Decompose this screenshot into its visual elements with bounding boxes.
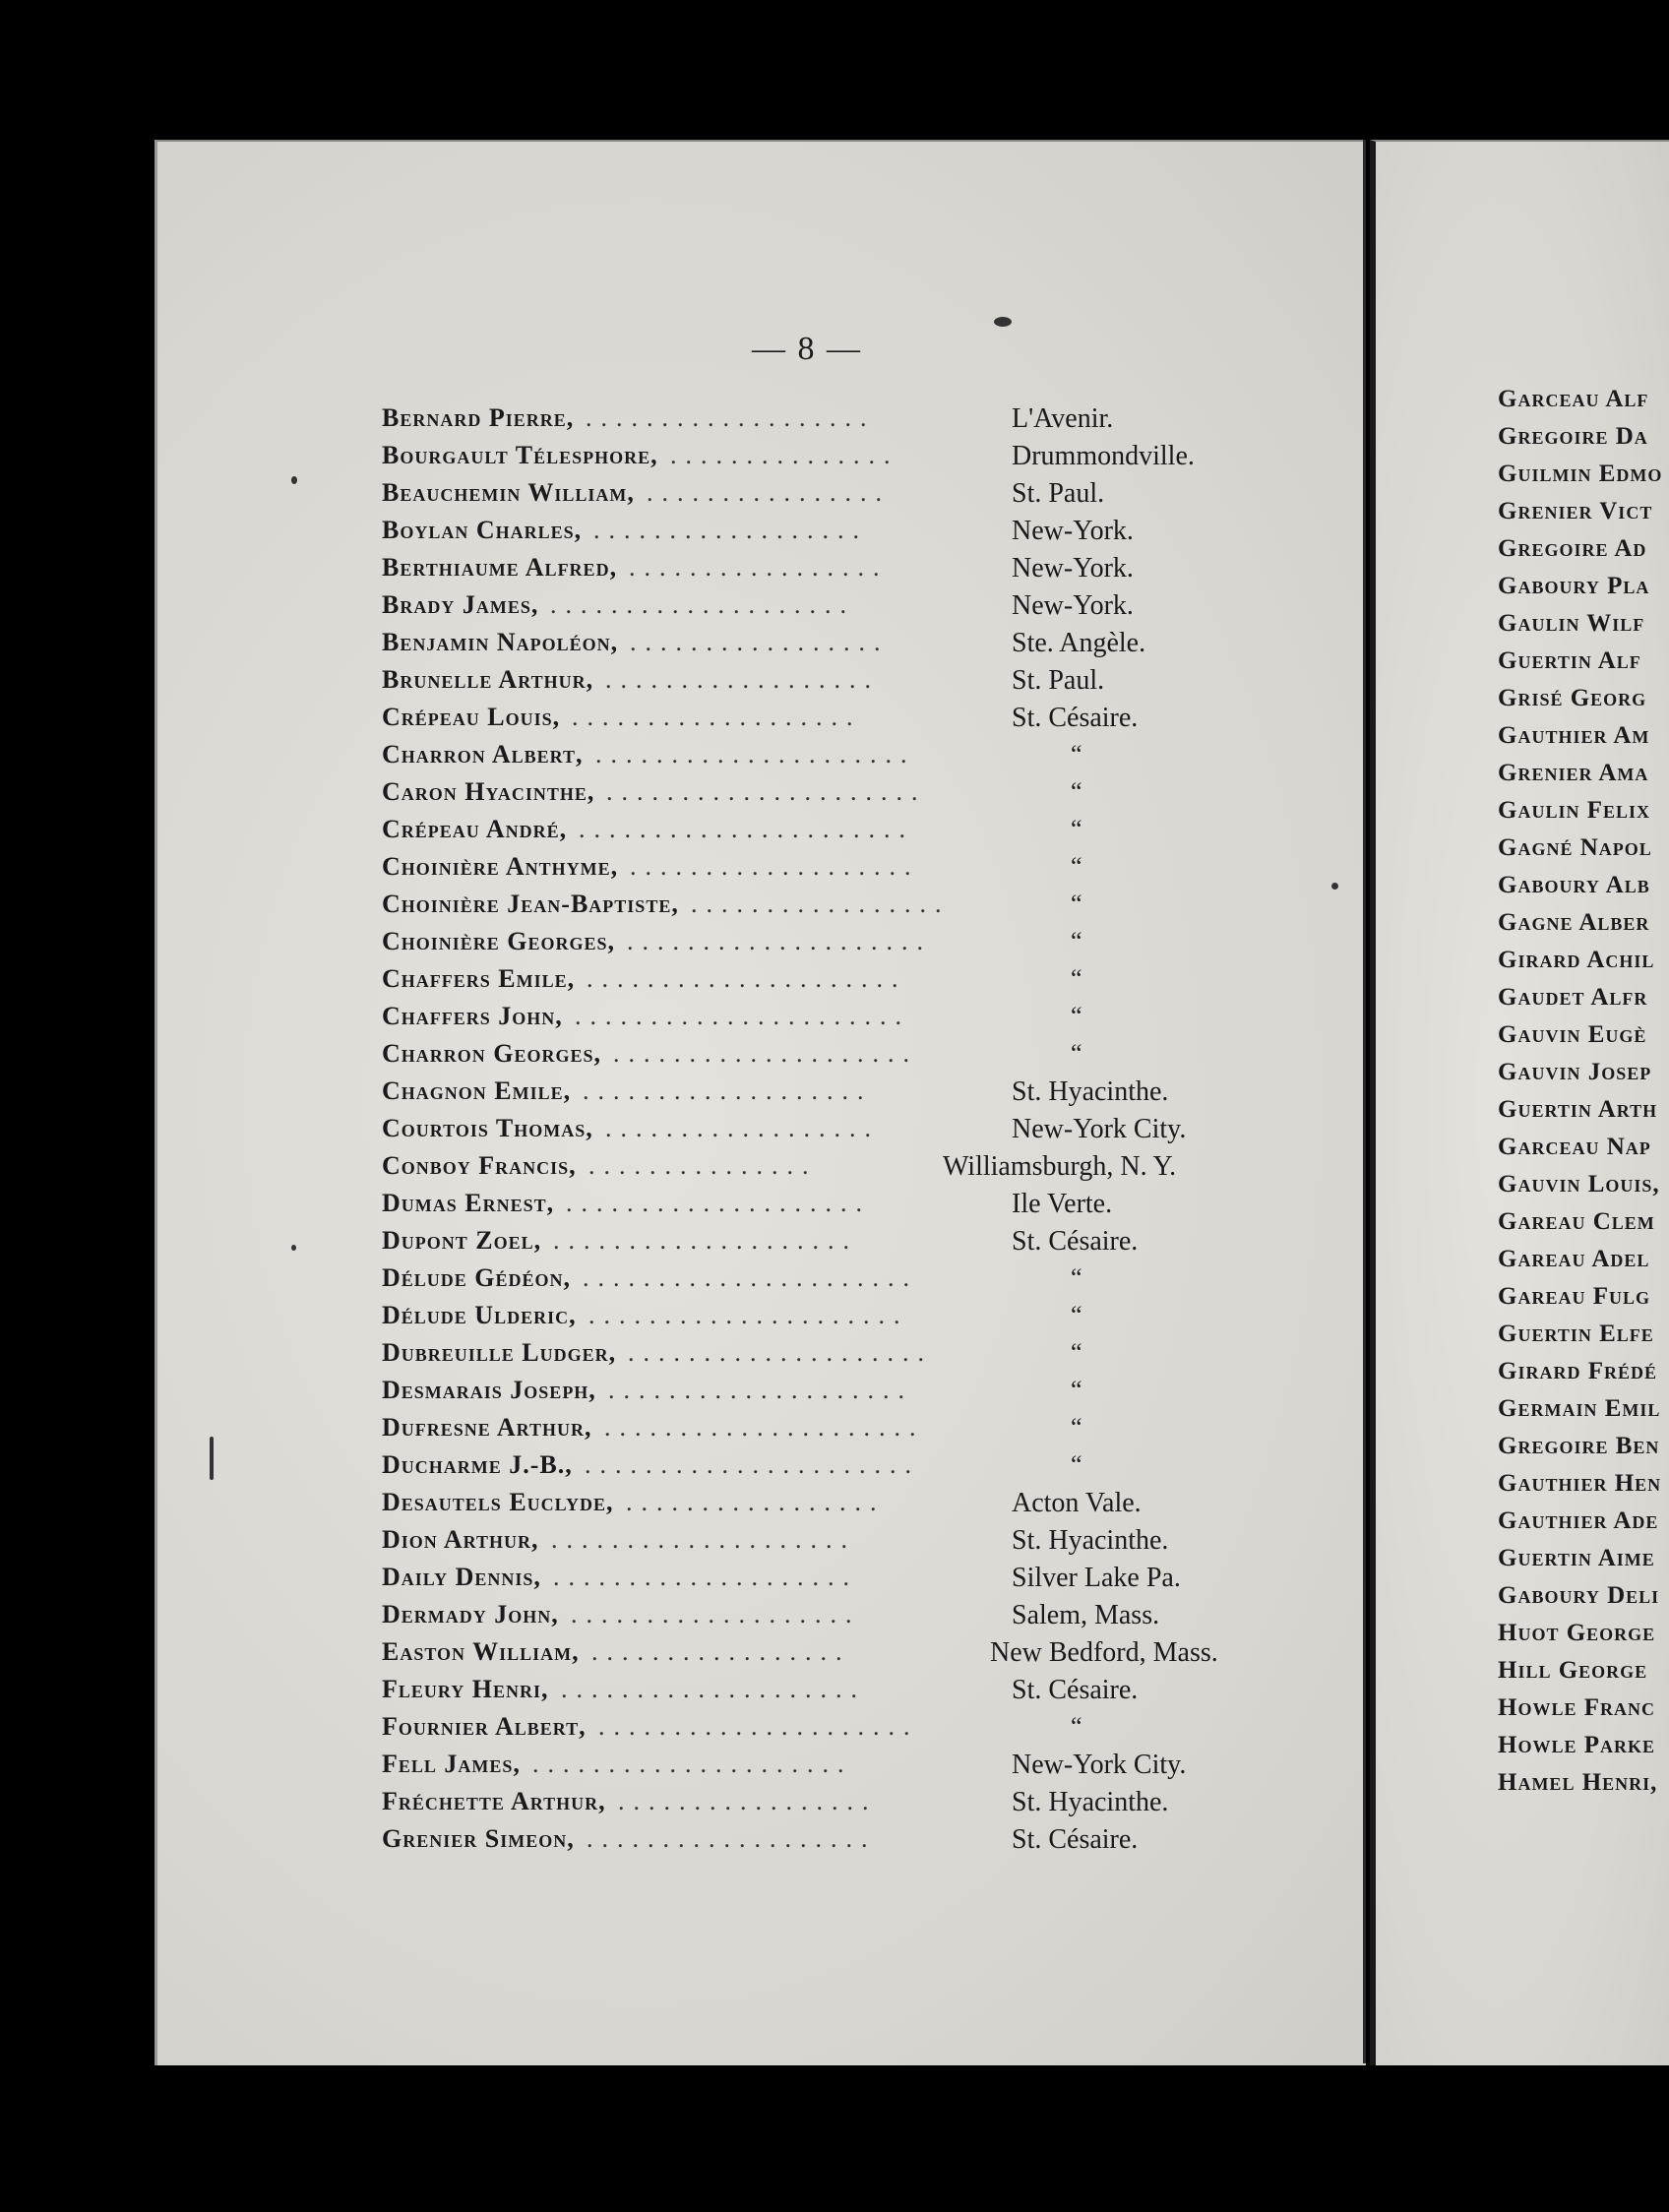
dot-leader: ..................... (587, 964, 907, 993)
dot-leader: ..................... (604, 1413, 925, 1442)
entry-name: Grenier Simeon, (382, 1824, 575, 1853)
list-item (382, 777, 1267, 815)
entry-name: Choinière Georges, (382, 927, 616, 955)
list-item: Howle Franc (1498, 1694, 1655, 1721)
entry-name: Délude Ulderic, (382, 1301, 577, 1329)
entry-place-ditto: “ (1071, 1413, 1082, 1442)
dot-leader: ................ (647, 478, 891, 507)
list-item (382, 703, 1267, 740)
dot-leader: ...................... (575, 1002, 910, 1030)
list-item: Gaulin Felix (1498, 797, 1650, 824)
dot-leader: ..................... (598, 1712, 919, 1741)
entry-name: Fell James, (382, 1750, 521, 1778)
entry-place-ditto: “ (1071, 852, 1082, 881)
list-item: Girard Achil (1498, 947, 1655, 973)
list-item: Grenier Vict (1498, 498, 1653, 524)
entry-name: Charron Albert, (382, 740, 584, 768)
entry-place: Salem, Mass. (1012, 1600, 1160, 1630)
list-item: Gauvin Josep (1498, 1059, 1652, 1085)
entry-place: St. Césaire. (1012, 703, 1139, 733)
list-item: Gauthier Ade (1498, 1507, 1659, 1534)
entry-place: New-York. (1012, 516, 1134, 546)
entry-place: Silver Lake Pa. (1012, 1563, 1181, 1593)
list-item: Gauthier Hen (1498, 1470, 1662, 1497)
entry-name: Dion Arthur, (382, 1525, 539, 1554)
list-item: Gareau Fulg (1498, 1283, 1650, 1310)
entry-name: Fréchette Arthur, (382, 1787, 606, 1815)
list-item: Gauvin Eugè (1498, 1021, 1647, 1048)
dot-leader: .................... (551, 1525, 856, 1554)
dot-leader: ..................... (532, 1750, 853, 1778)
list-item: Garceau Nap (1498, 1134, 1651, 1160)
entry-place-ditto: “ (1071, 1263, 1082, 1292)
entry-name: Daily Dennis, (382, 1563, 541, 1591)
list-item: Guertin Aime (1498, 1545, 1655, 1571)
list-item: Guertin Alf (1498, 647, 1641, 674)
entry-place: Williamsburgh, N. Y. (943, 1151, 1177, 1182)
list-item (382, 1301, 1267, 1338)
list-item (382, 1114, 1267, 1151)
entry-place: St. Césaire. (1012, 1675, 1139, 1705)
entry-name: Dubreuille Ludger, (382, 1338, 617, 1367)
list-item (382, 1675, 1267, 1712)
entry-name: Boylan Charles, (382, 516, 583, 544)
dot-leader: .................... (608, 1376, 913, 1404)
entry-place: Ile Verte. (1012, 1189, 1113, 1219)
entry-name: Fournier Albert, (382, 1712, 587, 1741)
entry-name: Chaffers John, (382, 1002, 563, 1030)
entry-place: Ste. Angèle. (1012, 628, 1146, 658)
entry-place-ditto: “ (1071, 740, 1082, 768)
list-item: Guertin Arth (1498, 1096, 1658, 1123)
entry-name: Fleury Henri, (382, 1675, 549, 1703)
entry-place: New-York. (1012, 590, 1134, 621)
dot-leader: ...................... (585, 1450, 920, 1479)
dot-leader: .................. (593, 516, 868, 544)
dot-leader: ...................... (579, 815, 914, 843)
entry-name: Caron Hyacinthe, (382, 777, 595, 806)
entry-place: St. Hyacinthe. (1012, 1525, 1169, 1556)
list-item (382, 1712, 1267, 1750)
list-item (382, 1376, 1267, 1413)
entry-name: Bourgault Télesphore, (382, 441, 658, 469)
list-item (382, 890, 1267, 927)
entry-name: Brady James, (382, 590, 539, 619)
ink-speck (291, 1245, 296, 1251)
entry-place: St. Hyacinthe. (1012, 1787, 1169, 1817)
list-item (382, 852, 1267, 890)
dot-leader: ................... (586, 403, 876, 432)
dot-leader: ................. (691, 890, 951, 918)
entry-place-ditto: “ (1071, 1338, 1082, 1367)
entry-name: Crépeau André, (382, 815, 568, 843)
list-item (382, 1525, 1267, 1563)
dot-leader: ................... (571, 1600, 861, 1628)
list-item: Gregoire Ad (1498, 535, 1647, 562)
ink-mark (210, 1437, 214, 1480)
ink-speck (291, 476, 297, 484)
entry-place: Drummondville. (1012, 441, 1195, 471)
entry-place-ditto: “ (1071, 777, 1082, 806)
entry-name: Délude Gédéon, (382, 1263, 572, 1292)
list-item: Girard Frédé (1498, 1358, 1657, 1384)
list-item (382, 1263, 1267, 1301)
entry-name: Benjamin Napoléon, (382, 628, 619, 656)
entry-name: Dupont Zoel, (382, 1226, 542, 1255)
dot-leader: ...................... (583, 1263, 918, 1292)
entry-name: Conboy Francis, (382, 1151, 577, 1180)
list-item: Gaboury Pla (1498, 573, 1650, 599)
list-item (382, 1824, 1267, 1862)
entry-name: Easton William, (382, 1637, 580, 1666)
ink-blot (994, 317, 1012, 327)
entry-place-ditto: “ (1071, 1002, 1082, 1030)
entry-name: Desmarais Joseph, (382, 1376, 596, 1404)
dot-leader: .................... (628, 1338, 933, 1367)
entry-name: Dumas Ernest, (382, 1189, 555, 1217)
list-item: Huot George (1498, 1620, 1656, 1646)
entry-name: Ducharme J.-B., (382, 1450, 573, 1479)
dot-leader: .................. (605, 665, 880, 694)
list-item (382, 1151, 1267, 1189)
entry-place: New-York City. (1012, 1750, 1187, 1780)
dot-leader: .................... (561, 1675, 866, 1703)
list-item (382, 478, 1267, 516)
list-item (382, 1189, 1267, 1226)
entry-place-ditto: “ (1071, 964, 1082, 993)
entry-place: New-York City. (1012, 1114, 1187, 1144)
list-item (382, 740, 1267, 777)
entry-place-ditto: “ (1071, 1712, 1082, 1741)
entry-name: Dufresne Arthur, (382, 1413, 592, 1442)
entry-name: Brunelle Arthur, (382, 665, 594, 694)
list-item (382, 1600, 1267, 1637)
dot-leader: ................... (630, 852, 920, 881)
dot-leader: ..................... (588, 1301, 909, 1329)
list-item (382, 590, 1267, 628)
list-item (382, 1488, 1267, 1525)
dot-leader: ................... (583, 1076, 873, 1105)
entry-name: Courtois Thomas, (382, 1114, 593, 1142)
list-item (382, 964, 1267, 1002)
entry-name: Chagnon Emile, (382, 1076, 572, 1105)
entry-place-ditto: “ (1071, 1039, 1082, 1068)
list-item (382, 403, 1267, 441)
list-item (382, 628, 1267, 665)
dot-leader: ................. (629, 553, 889, 582)
list-item: Gaulin Wilf (1498, 610, 1645, 637)
list-item: Gauthier Am (1498, 722, 1650, 749)
entry-place-ditto: “ (1071, 1301, 1082, 1329)
entry-place: Acton Vale. (1012, 1488, 1142, 1518)
entry-name: Choinière Anthyme, (382, 852, 619, 881)
entry-name: Dermady John, (382, 1600, 559, 1628)
dot-leader: .................... (550, 590, 855, 619)
list-item: Gregoire Da (1498, 423, 1648, 450)
dot-leader: ............... (588, 1151, 818, 1180)
list-item (382, 553, 1267, 590)
dot-leader: ................. (630, 628, 890, 656)
dot-leader: ................... (587, 1824, 877, 1853)
entry-place: L'Avenir. (1012, 403, 1114, 434)
dot-leader: .................... (627, 927, 932, 955)
list-item: Gregoire Ben (1498, 1433, 1660, 1459)
list-item: Garceau Alf (1498, 386, 1649, 412)
list-item (382, 1750, 1267, 1787)
list-item: Hamel Henri, (1498, 1769, 1658, 1796)
list-item (382, 815, 1267, 852)
list-item (382, 1039, 1267, 1076)
dot-leader: .................... (553, 1563, 858, 1591)
list-item: Gagne Alber (1498, 909, 1650, 936)
list-item (382, 1563, 1267, 1600)
ink-speck (1331, 883, 1338, 890)
entry-name: Beauchemin William, (382, 478, 635, 507)
list-item (382, 1338, 1267, 1376)
list-item: Germain Emil (1498, 1395, 1661, 1422)
entry-place: St. Paul. (1012, 478, 1105, 509)
page-number: — 8 — (752, 331, 862, 367)
list-item (382, 1002, 1267, 1039)
dot-leader: .................. (605, 1114, 880, 1142)
list-item: Gaudet Alfr (1498, 984, 1648, 1011)
list-item: Hill George (1498, 1657, 1648, 1684)
list-item (382, 1226, 1267, 1263)
list-item: Gagné Napol (1498, 834, 1652, 861)
list-item: Gaboury Alb (1498, 872, 1650, 898)
entry-place: New-York. (1012, 553, 1134, 584)
entry-name: Berthiaume Alfred, (382, 553, 618, 582)
list-item: Guertin Elfe (1498, 1321, 1654, 1347)
list-item (382, 1450, 1267, 1488)
list-item (382, 441, 1267, 478)
entry-place-ditto: “ (1071, 815, 1082, 843)
list-item (382, 1076, 1267, 1114)
entry-name: Charron Georges, (382, 1039, 602, 1068)
list-item: Gareau Clem (1498, 1208, 1655, 1235)
entry-place: St. Paul. (1012, 665, 1105, 696)
list-item: Gaboury Deli (1498, 1582, 1660, 1609)
list-item: Gauvin Louis, (1498, 1171, 1660, 1198)
list-item: Grenier Ama (1498, 760, 1649, 786)
dot-leader: ................. (626, 1488, 886, 1516)
entry-place-ditto: “ (1071, 890, 1082, 918)
entry-name: Choinière Jean-Baptiste, (382, 890, 679, 918)
page-gutter (1363, 140, 1366, 2063)
list-item: Gareau Adel (1498, 1246, 1650, 1272)
list-item (382, 665, 1267, 703)
entry-name: Desautels Euclyde, (382, 1488, 614, 1516)
entry-name: Crépeau Louis, (382, 703, 561, 731)
entry-place: St. Césaire. (1012, 1824, 1139, 1855)
dot-leader: .................... (553, 1226, 858, 1255)
entry-place: St. Hyacinthe. (1012, 1076, 1169, 1107)
entry-name: Chaffers Emile, (382, 964, 576, 993)
dot-leader: ..................... (606, 777, 927, 806)
list-item: Grisé Georg (1498, 685, 1647, 711)
list-item: Guilmin Edmo (1498, 461, 1663, 487)
dot-leader: ................. (618, 1787, 878, 1815)
entry-place-ditto: “ (1071, 927, 1082, 955)
dot-leader: ................. (591, 1637, 851, 1666)
list-item (382, 1637, 1267, 1675)
entry-place: New Bedford, Mass. (990, 1637, 1218, 1668)
list-item (382, 516, 1267, 553)
list-item: Howle Parke (1498, 1732, 1655, 1758)
dot-leader: ............... (670, 441, 899, 469)
dot-leader: ..................... (595, 740, 916, 768)
entry-place-ditto: “ (1071, 1376, 1082, 1404)
list-item (382, 1787, 1267, 1824)
dot-leader: ................... (572, 703, 862, 731)
entry-place: St. Césaire. (1012, 1226, 1139, 1257)
dot-leader: .................... (613, 1039, 918, 1068)
entry-place-ditto: “ (1071, 1450, 1082, 1479)
list-item (382, 1413, 1267, 1450)
entry-name: Bernard Pierre, (382, 403, 575, 432)
list-item (382, 927, 1267, 964)
dot-leader: .................... (566, 1189, 871, 1217)
